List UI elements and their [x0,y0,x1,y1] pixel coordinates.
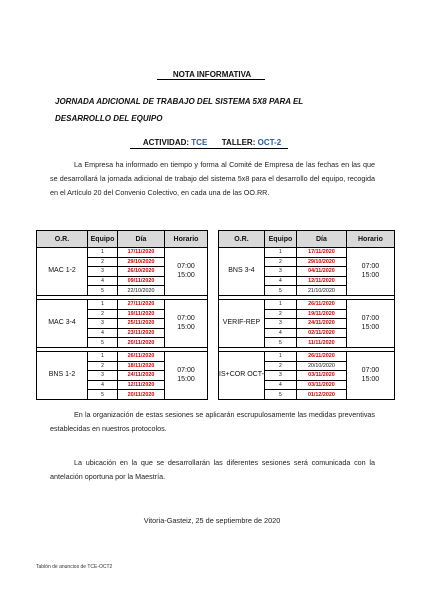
equipo-cell: 2 [88,361,118,371]
workshop-label: TALLER: [221,138,256,147]
date-cell: 11/11/2020 [296,338,346,348]
date-cell: 26/11/2020 [296,299,346,309]
equipo-cell: 1 [88,248,118,258]
subtitle-line-2: DESARROLLO DEL EQUIPO [55,114,163,123]
header-equipo: Equipo [264,231,296,248]
prevention-paragraph: En la organización de estas sesiones se aplicarán escrupulosamente las medidas preventivas establecidas en nuestros protocolos. [50,410,375,433]
header-or: O.R. [37,231,88,248]
equipo-cell: 1 [88,299,118,309]
equipo-cell: 4 [264,328,296,338]
date-cell: 03/11/2020 [296,371,346,381]
equipo-cell: 5 [88,338,118,348]
activity-workshop-line [0,138,424,147]
footer-note: Tablón de anuncios de TCE-OCT2 [36,564,113,570]
horario-start: 07:00 [361,263,380,271]
date-cell: 22/10/2020 [118,286,165,296]
equipo-cell: 3 [264,371,296,381]
horario-end: 15:00 [361,376,380,384]
header-equipo: Equipo [88,231,118,248]
equipo-cell: 2 [88,309,118,319]
horario-start: 07:00 [361,367,380,375]
table-row [37,248,208,258]
activity-underline [130,148,288,149]
date-cell: 29/10/2020 [296,257,346,267]
right-table-body [219,248,395,400]
date-cell: 17/11/2020 [118,248,165,258]
date-cell: 26/11/2020 [118,351,165,361]
or-cell: IS+COR OCT- [219,351,265,399]
workshop-value: OCT-2 [257,138,282,147]
equipo-cell: 3 [88,371,118,381]
date-cell: 26/11/2020 [296,351,346,361]
equipo-cell: 1 [264,248,296,258]
horario-cell [165,248,208,296]
horario-cell [346,299,394,347]
date-cell: 20/10/2020 [296,361,346,371]
or-cell: VERIF-REP [219,299,265,347]
horario-end: 15:00 [177,376,195,384]
date-cell: 23/11/2020 [118,328,165,338]
date-cell: 20/11/2020 [118,390,165,400]
equipo-cell: 1 [264,299,296,309]
date-cell: 01/12/2020 [296,390,346,400]
heading-underline [157,79,265,80]
equipo-cell: 3 [88,267,118,277]
equipo-cell: 4 [88,328,118,338]
left-table-body [37,248,208,400]
horario-cell [165,299,208,347]
table-row [37,299,208,309]
date-cell: 02/11/2020 [296,328,346,338]
header-horario: Horario [165,231,208,248]
header-or: O.R. [219,231,265,248]
horario-end: 15:00 [177,324,195,332]
date-cell: 12/11/2020 [118,380,165,390]
horario-end: 15:00 [361,324,380,332]
header-horario: Horario [346,231,394,248]
schedule-table-left [36,230,208,400]
horario-start: 07:00 [177,263,195,271]
equipo-cell: 1 [88,351,118,361]
activity-label: ACTIVIDAD: [142,138,190,147]
equipo-cell: 5 [264,390,296,400]
horario-start: 07:00 [177,367,195,375]
equipo-cell: 3 [264,267,296,277]
equipo-cell: 5 [264,338,296,348]
equipo-cell: 2 [264,309,296,319]
date-cell: 25/11/2020 [118,319,165,329]
or-cell: MAC 1-2 [37,248,88,296]
equipo-cell: 2 [88,257,118,267]
date-cell: 19/11/2020 [118,309,165,319]
date-cell: 27/11/2020 [118,299,165,309]
equipo-cell: 2 [264,257,296,267]
table-row [219,299,395,309]
horario-start: 07:00 [361,315,380,323]
page-heading: NOTA INFORMATIVA [172,70,252,79]
horario-end: 15:00 [177,272,195,280]
date-cell: 19/11/2020 [296,309,346,319]
table-row [219,248,395,258]
header-dia: Día [296,231,346,248]
schedule-table-right [218,230,395,400]
equipo-cell: 4 [88,380,118,390]
document-subtitle [55,93,375,127]
or-cell: MAC 3-4 [37,299,88,347]
equipo-cell: 5 [264,286,296,296]
equipo-cell: 4 [264,380,296,390]
date-cell: 29/10/2020 [118,257,165,267]
activity-value: TCE [191,138,208,147]
or-cell: BNS 3-4 [219,248,265,296]
horario-cell [346,351,394,399]
equipo-cell: 5 [88,286,118,296]
equipo-cell: 4 [88,276,118,286]
or-cell: BNS 1-2 [37,351,88,399]
location-paragraph: La ubicación en la que se desarrollarán las diferentes sesiones será comunicada con la antelación oportuna por la Maestría. [50,458,375,481]
date-cell: 20/11/2020 [118,338,165,348]
horario-start: 07:00 [177,315,195,323]
date-cell: 21/10/2020 [296,286,346,296]
date-cell: 12/11/2020 [296,276,346,286]
horario-cell [346,248,394,296]
subtitle-line-1: JORNADA ADICIONAL DE TRABAJO DEL SISTEMA 5X8 PARA EL [55,97,304,106]
horario-end: 15:00 [361,272,380,280]
date-cell: 17/11/2020 [296,248,346,258]
horario-cell [165,351,208,399]
date-cell: 09/11/2020 [118,276,165,286]
intro-paragraph: La Empresa ha informado en tiempo y forma al Comité de Empresa de las fechas en las que se desarrollará la jornada adicional de trabajo del sistema 5x8 para el desarrollo del equipo, recogida en el Artículo 20 del Convenio Colectivo, en cada una de las OO.RR. [50,160,375,197]
date-cell: 26/10/2020 [118,267,165,277]
equipo-cell: 1 [264,351,296,361]
equipo-cell: 3 [264,319,296,329]
signature-date: Vitoria-Gasteiz, 25 de septiembre de 2020 [143,516,281,525]
date-cell: 24/11/2020 [296,319,346,329]
table-row [37,351,208,361]
header-dia: Día [118,231,165,248]
equipo-cell: 3 [88,319,118,329]
equipo-cell: 5 [88,390,118,400]
equipo-cell: 4 [264,276,296,286]
equipo-cell: 2 [264,361,296,371]
date-cell: 24/11/2020 [118,371,165,381]
table-row [219,351,395,361]
date-cell: 03/11/2020 [296,380,346,390]
date-cell: 18/11/2020 [118,361,165,371]
date-cell: 04/11/2020 [296,267,346,277]
